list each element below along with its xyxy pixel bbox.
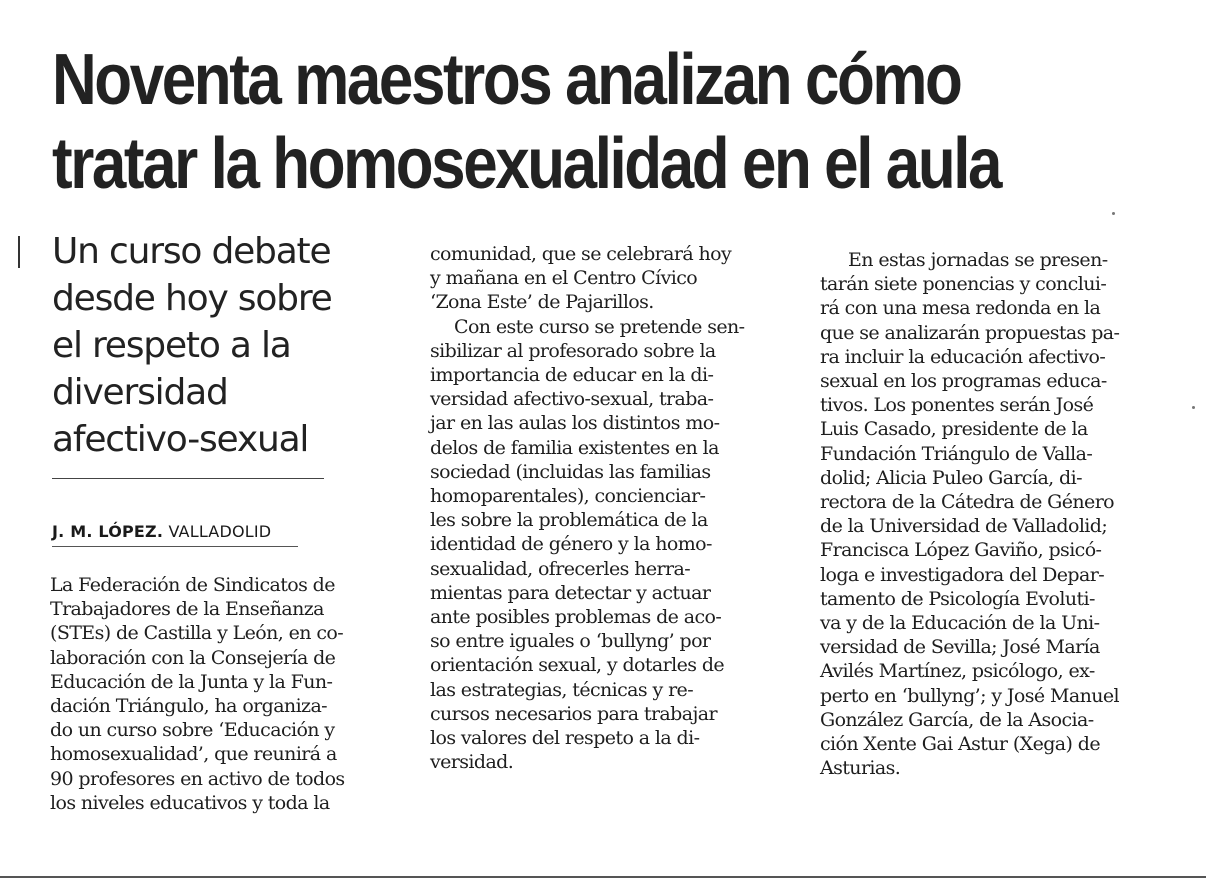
body-line: que se analizarán propuestas pa-	[820, 321, 1120, 344]
body-line: Francisca López Gaviño, psicó-	[820, 539, 1102, 562]
body-line: ante posibles problemas de aco-	[430, 606, 722, 629]
body-line: Asturias.	[820, 757, 901, 780]
body-line: loga e investigadora del Depar-	[820, 563, 1105, 586]
body-line: Luis Casado, presidente de la	[820, 418, 1088, 441]
body-line: so entre iguales o ‘bullyng’ por	[430, 630, 711, 653]
body-line: En estas jornadas se presen-	[848, 249, 1108, 271]
body-line: (STEs) de Castilla y León, en co-	[50, 622, 344, 645]
body-line: comunidad, que se celebrará hoy	[430, 243, 732, 265]
body-line: homoparentales), concienciar-	[430, 485, 706, 508]
body-line: 90 profesores en activo de todos	[50, 767, 345, 790]
body-column-3	[820, 248, 1119, 780]
page-bottom-rule	[0, 876, 1206, 878]
subtitle-line: Un curso debate	[52, 231, 331, 272]
headline-line-2: tratar la homosexualidad en el aula	[52, 124, 1001, 204]
section-marker	[18, 236, 20, 268]
subtitle-line: desde hoy sobre	[52, 278, 332, 319]
body-line: delos de familia existentes en la	[430, 436, 719, 459]
body-line: sexual en los programas educa-	[820, 370, 1107, 393]
body-line: Educación de la Junta y la Fun-	[50, 670, 333, 693]
byline	[52, 522, 271, 541]
body-line: tivos. Los ponentes serán José	[820, 394, 1094, 417]
body-line: sexualidad, ofrecerles herra-	[430, 557, 691, 580]
body-line: perto en ‘bullyng’; y José Manuel	[820, 684, 1119, 707]
body-line: les sobre la problemática de la	[430, 509, 708, 532]
body-line: Fundación Triángulo de Valla-	[820, 442, 1093, 465]
body-line: ‘Zona Este’ de Pajarillos.	[430, 291, 654, 314]
body-line: versidad de Sevilla; José María	[820, 636, 1100, 659]
body-line: sibilizar al profesorado sobre la	[430, 339, 716, 362]
body-line: jar en las aulas los distintos mo-	[430, 412, 720, 435]
body-line: orientación sexual, y dotarles de	[430, 654, 725, 677]
body-line: los valores del respeto a la di-	[430, 727, 700, 750]
byline-divider	[52, 546, 298, 547]
body-line: los niveles educativos y toda la	[50, 791, 330, 814]
body-line: cursos necesarios para trabajar	[430, 702, 717, 725]
body-line: rá con una mesa redonda en la	[820, 297, 1101, 320]
body-line: versidad.	[430, 751, 514, 774]
body-line: dolid; Alicia Puleo García, di-	[820, 466, 1082, 489]
byline-author: J. M. LÓPEZ.	[52, 522, 164, 541]
body-line: Trabajadores de la Enseñanza	[50, 598, 324, 621]
scan-speck	[1112, 212, 1115, 215]
subtitle-line: afectivo-sexual	[52, 419, 309, 460]
body-line: laboración con la Consejería de	[50, 646, 336, 669]
body-line: La Federación de Sindicatos de	[50, 574, 335, 596]
body-line: ción Xente Gai Astur (Xega) de	[820, 733, 1100, 756]
body-line: rectora de la Cátedra de Género	[820, 491, 1115, 514]
body-line: tarán siete ponencias y conclui-	[820, 273, 1107, 296]
body-line: Con este curso se pretende sen-	[454, 315, 745, 338]
body-line: las estrategias, técnicas y re-	[430, 678, 694, 701]
body-line: Avilés Martínez, psicólogo, ex-	[820, 660, 1095, 683]
body-line: versidad afectivo-sexual, traba-	[430, 388, 714, 411]
body-line: ra incluir la educación afectivo-	[820, 345, 1106, 368]
byline-location: VALLADOLID	[168, 522, 272, 541]
body-line: homosexualidad’, que reunirá a	[50, 743, 337, 766]
subtitle-divider	[52, 478, 324, 479]
body-line: y mañana en el Centro Cívico	[430, 267, 698, 290]
body-line: tamento de Psicología Evoluti-	[820, 587, 1095, 610]
body-line: do un curso sobre ‘Educación y	[50, 719, 335, 742]
body-column-1	[50, 573, 345, 815]
body-line: sociedad (incluidas las familias	[430, 460, 711, 483]
body-line: importancia de educar en la di-	[430, 364, 714, 387]
body-line: dación Triángulo, ha organiza-	[50, 695, 328, 718]
scan-speck	[1192, 406, 1195, 409]
body-line: González García, de la Asocia-	[820, 708, 1094, 731]
body-line: de la Universidad de Valladolid;	[820, 515, 1108, 538]
subtitle-line: diversidad	[52, 372, 228, 413]
subtitle	[52, 228, 382, 463]
headline-line-1: Noventa maestros analizan cómo	[52, 40, 961, 120]
body-line: mientas para detectar y actuar	[430, 581, 711, 604]
subtitle-line: el respeto a la	[52, 325, 291, 366]
body-line: identidad de género y la homo-	[430, 533, 712, 556]
headline	[52, 38, 1015, 206]
body-line: va y de la Educación de la Uni-	[820, 612, 1100, 635]
body-column-2	[430, 242, 745, 774]
